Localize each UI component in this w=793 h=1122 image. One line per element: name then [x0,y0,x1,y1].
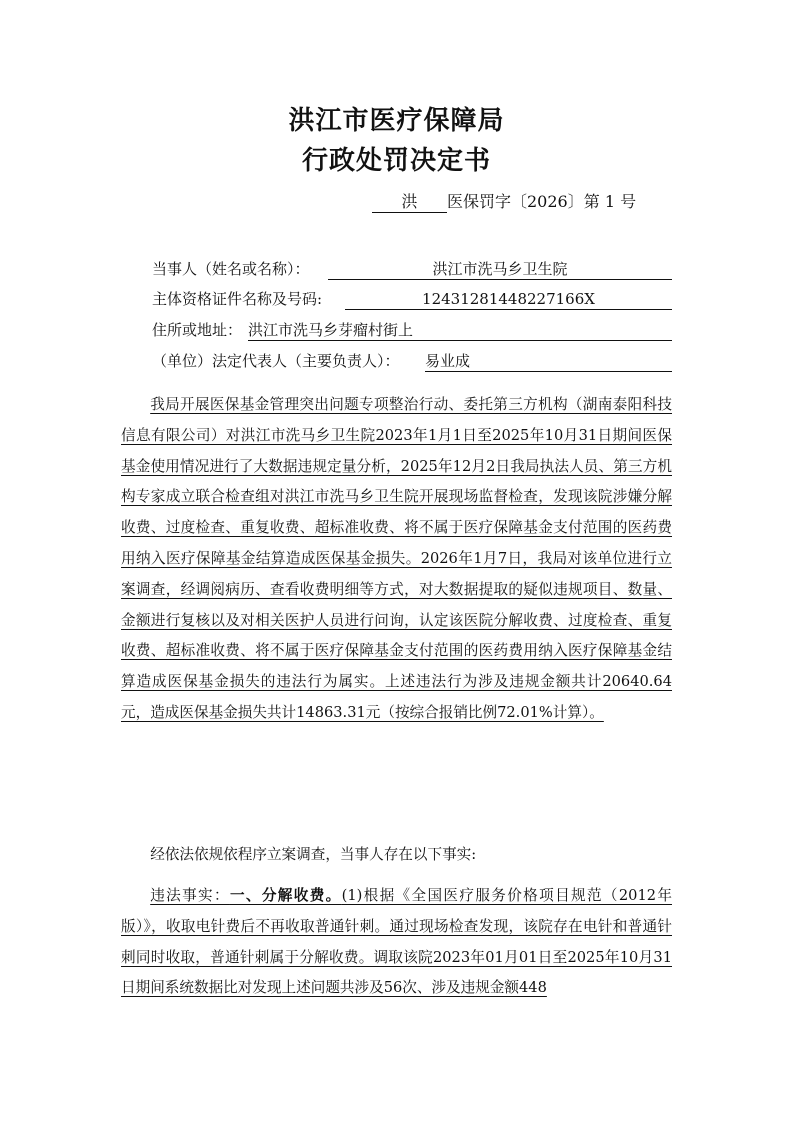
violation-facts-lead: 违法事实： [150,887,230,904]
document-number-middle: 医保罚字〔2026〕第 [447,192,600,211]
legal-representative-label: （单位）法定代表人（主要负责人）： [152,352,400,370]
violation-facts-text: (1)根据《全国医疗服务价格项目规范（2012年版）》，收取电针费后不再收取普通针刺。通过现场检查发现，该院存在电针和普通针刺同时收取，普通针刺属于分解收费。调取该院2023年01月01日至2025年10月31日期间系统数据比对发现上述问题共涉及56次、涉及违规金额448 [121,887,672,997]
license-value: 12431281448227166X [345,288,672,310]
document-number-suffix: 号 [620,192,637,211]
address-label: 住所或地址： [152,321,243,339]
document-title-type: 行政处罚决定书 [301,146,491,176]
party-field [152,258,568,280]
case-background-text: 我局开展医保基金管理突出问题专项整治行动、委托第三方机构（湖南泰阳科技信息有限公司）对洪江市洗马乡卫生院2023年1月1日至2025年10月31日期间医保基金使用情况进行了大数据违规定量分析，2025年12月2日我局执法人员、第三方机构专家成立联合检查组对洪江市洗马乡卫生院开展现场监督检查，发现该院涉嫌分解收费、过度检查、重复收费、超标准收费、将不属于医疗保障基金支付范围的医药费用纳入医疗保障基金结算造成医保基金损失。2026年1月7日，我局对该单位进行立案调查，经调阅病历、查看收费明细等方式，对大数据提取的疑似违规项目、数量、金额进行复核以及对相关医护人员进行问询，认定该医院分解收费、过度检查、重复收费、超标准收费、将不属于医疗保障基金支付范围的医药费用纳入医疗保障基金结算造成医保基金损失的违法行为属实。上述违法行为涉及违规金额共计20640.64元，造成医保基金损失共计14863.31元（按综合报销比例72.01%计算）。 [121,396,672,721]
address-value: 洪江市洗马乡芽瘤村街上 [248,319,672,341]
legal-representative-value: 易业成 [425,350,672,372]
case-background-paragraph [121,390,672,729]
document-title-agency: 洪江市医疗保障局 [288,106,505,136]
document-number-value: 1 [604,192,616,211]
violation-facts-paragraph [121,881,672,1004]
document-number [372,189,636,213]
license-field [152,288,595,310]
address-field [152,319,414,341]
legal-representative-field [152,350,471,372]
license-label: 主体资格证件名称及号码: [152,290,323,308]
investigation-intro-paragraph: 经依法依规依程序立案调查，当事人存在以下事实: [150,846,477,863]
party-value: 洪江市洗马乡卫生院 [328,258,672,280]
party-label: 当事人（姓名或名称）： [152,260,310,278]
document-number-prefix: 洪 [372,189,447,213]
violation-heading: 一、分解收费。 [229,887,342,904]
